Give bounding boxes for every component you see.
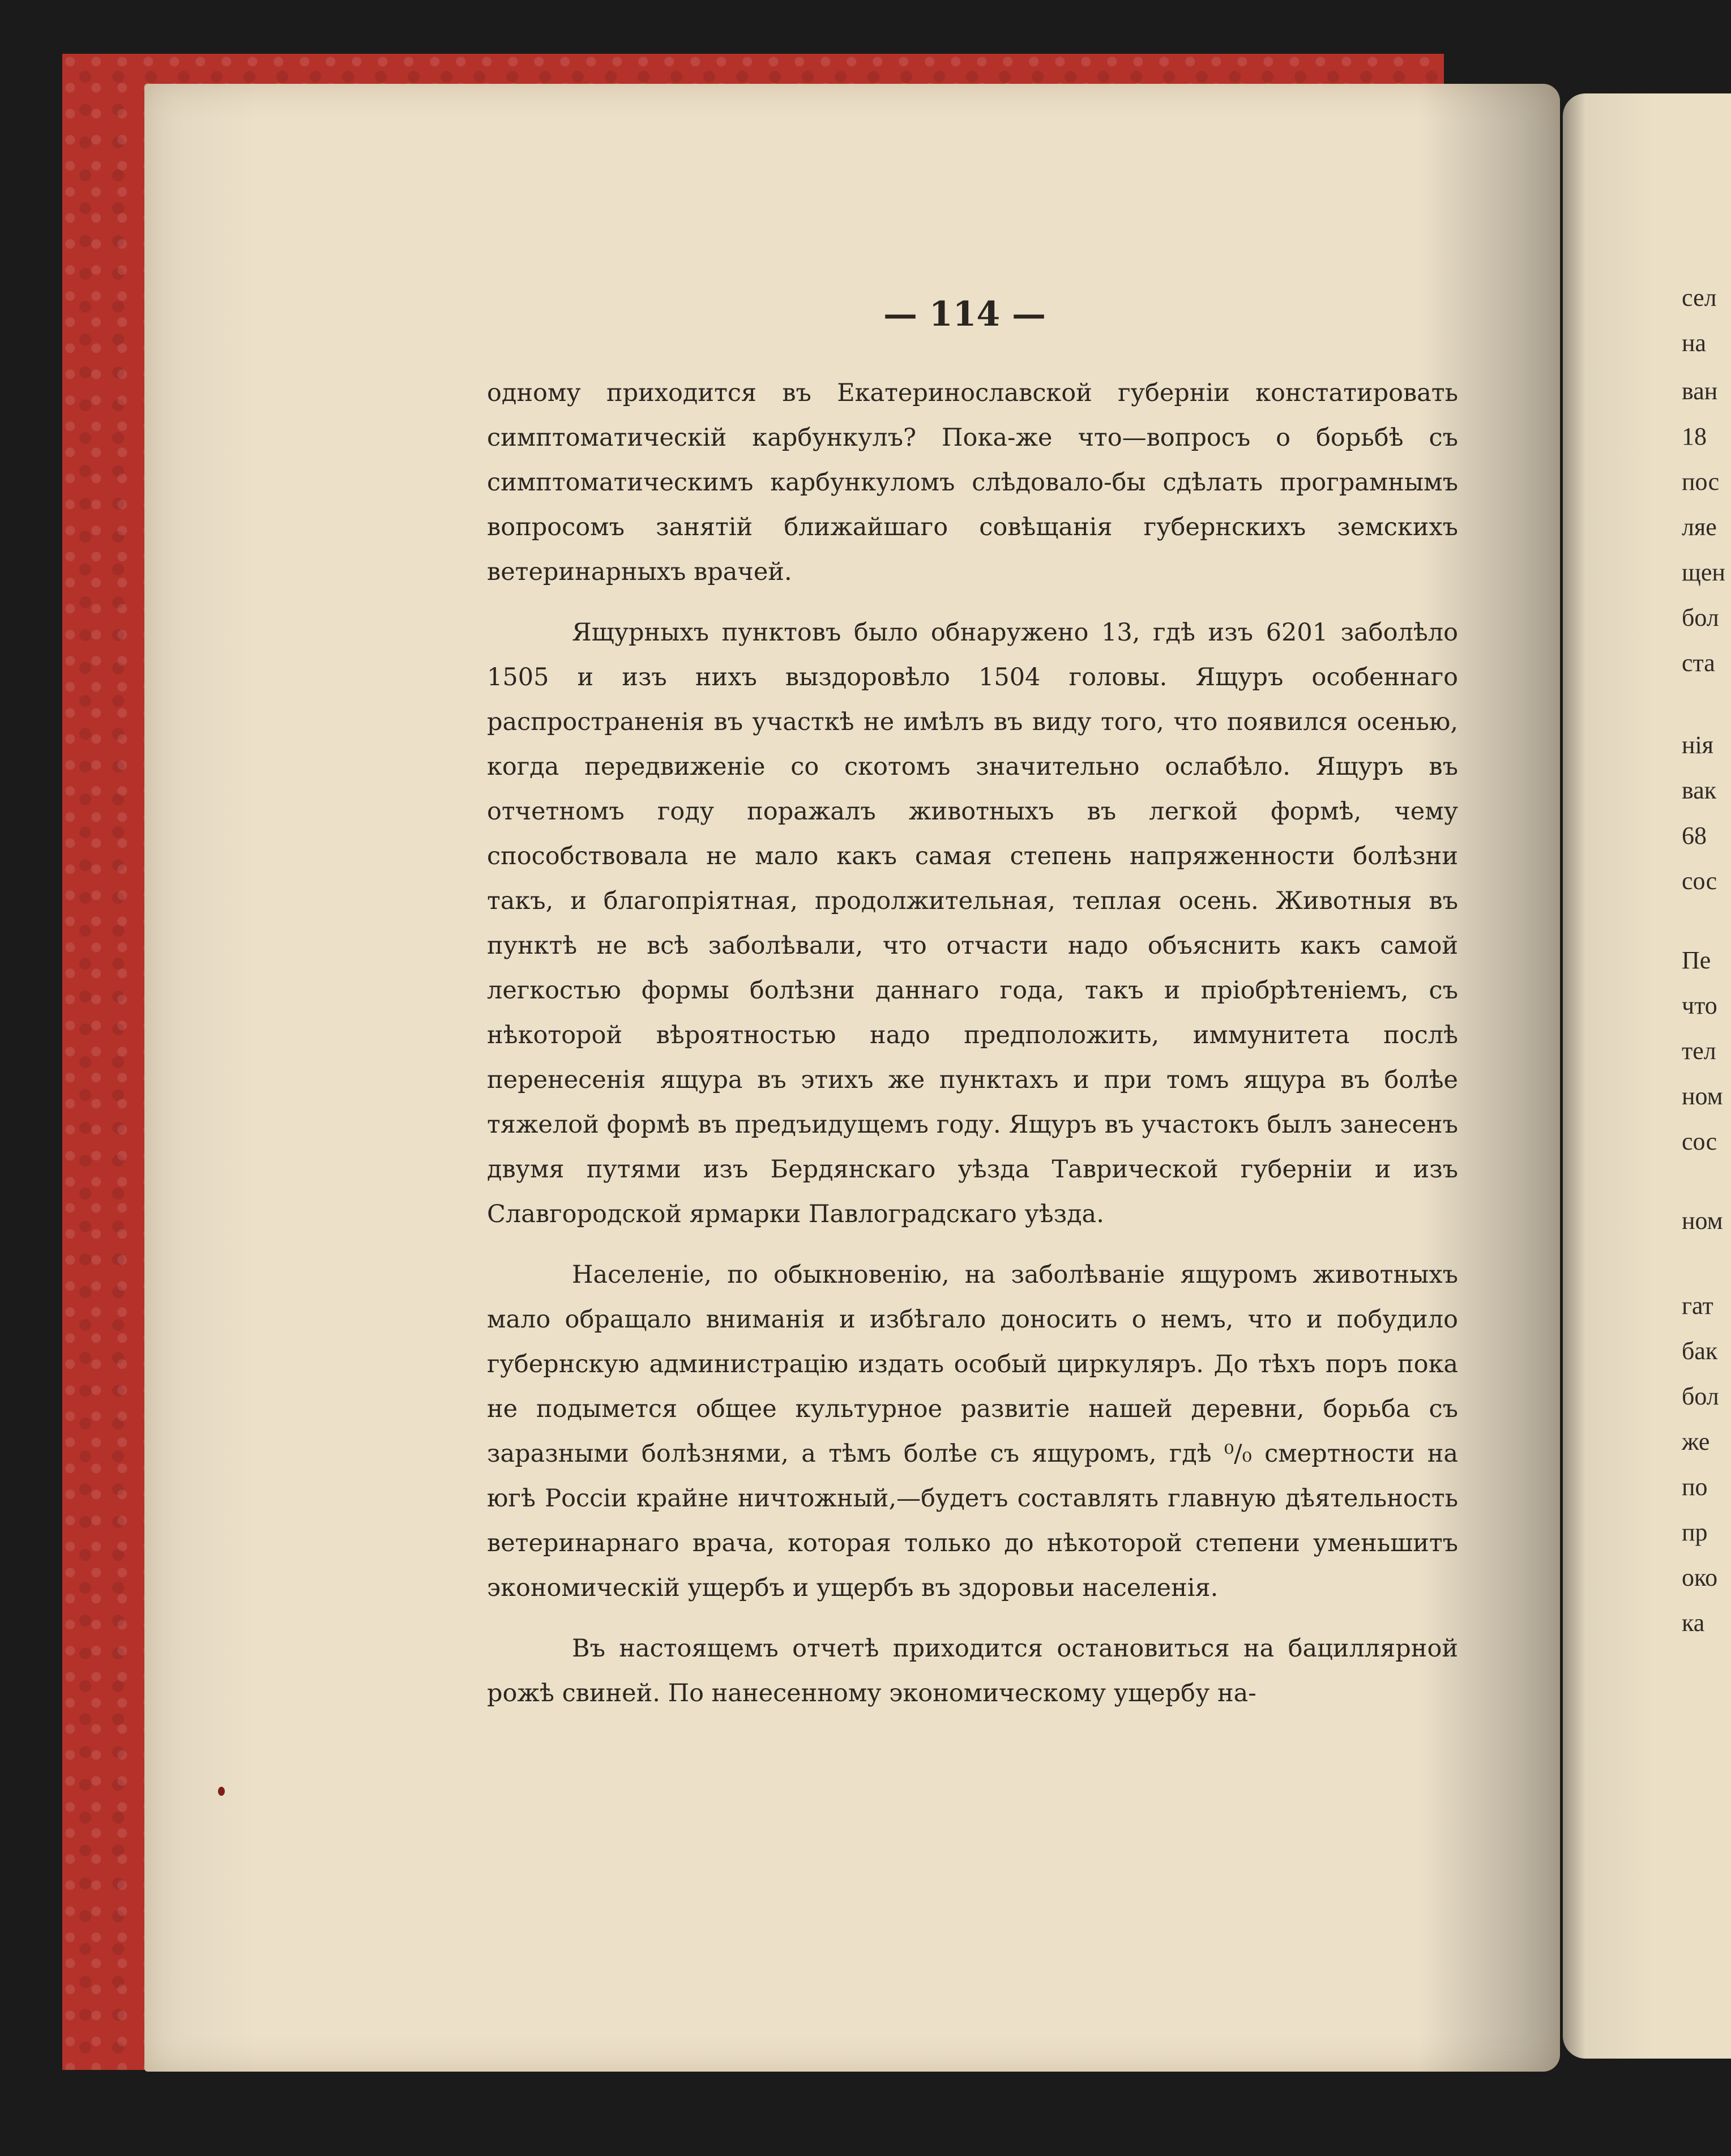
adjacent-page-line: пр: [1682, 1518, 1708, 1546]
adjacent-page-line: ка: [1682, 1609, 1705, 1637]
adjacent-page-line: щен: [1682, 558, 1725, 586]
adjacent-page-line: пос: [1682, 468, 1720, 496]
adjacent-page-line: ном: [1682, 1082, 1723, 1110]
adjacent-page-line: бак: [1682, 1337, 1718, 1365]
paragraph-2: Ящурныхъ пунктовъ было обнаружено 13, гдѣ изъ 6201 заболѣло 1505 и изъ нихъ выздоровѣло 1504 головы. Ящуръ особеннаго распространенія въ участкѣ не имѣлъ въ виду того, что появился осенью, когда передвиженіе со скотомъ значительно ослабѣло. Ящуръ въ отчетномъ году поражалъ животныхъ въ легкой формѣ, чему способствовала не мало какъ самая степень напряженности болѣзни такъ, и благопріятная, продолжительная, теплая осень. Животныя въ пунктѣ не всѣ заболѣвали, что отчасти надо объяснить какъ самой легкостью формы болѣзни даннаго года, такъ и пріобрѣтеніемъ, съ нѣкоторой вѣроятностью надо предположить, иммунитета послѣ перенесенія ящура въ этихъ же пунктахъ и при томъ ящура въ болѣе тяжелой формѣ въ предъидущемъ году. Ящуръ въ участокъ былъ занесенъ двумя путями изъ Бердянскаго уѣзда Таврической губерніи и изъ Славгородской ярмарки Павлоградскаго уѣзда.: [487, 618, 1458, 1228]
adjacent-page-line: 68: [1682, 822, 1707, 849]
adjacent-page-line: ляе: [1682, 513, 1717, 541]
paragraph-1: одному приходится въ Екатеринославской губерніи констатировать симптоматическій карбункулъ? Пока-же что—вопросъ о борьбѣ съ симптоматическимъ карбункуломъ слѣдовало-бы сдѣлать програмнымъ вопросомъ занятій ближайшаго совѣщанія губернскихъ земскихъ ветеринарныхъ врачей.: [487, 379, 1458, 586]
adjacent-page-line: на: [1682, 329, 1707, 357]
adjacent-page-line: сел: [1682, 284, 1717, 311]
adjacent-page-line: сос: [1682, 1128, 1717, 1155]
adjacent-page-line: бол: [1682, 604, 1719, 631]
adjacent-page-line: нія: [1682, 731, 1714, 759]
page-body-text: [487, 371, 1458, 1716]
adjacent-page-line: же: [1682, 1428, 1710, 1455]
page-number: — 114 —: [883, 294, 1046, 334]
adjacent-page-line: что: [1682, 992, 1717, 1019]
paragraph-3: Населеніе, по обыкновенію, на заболѣваніе ящуромъ животныхъ мало обращало вниманія и избѣгало доносить о немъ, что и побудило губернскую администрацію издать особый циркуляръ. До тѣхъ поръ пока не подымется общее культурное развитіе нашей деревни, борьба съ заразными болѣзнями, а тѣмъ болѣе съ ящуромъ, гдѣ ⁰/₀ смертности на югѣ Россіи крайне ничтожный,—будетъ составлять главную дѣятельность ветеринарнаго врача, которая только до нѣкоторой степени уменьшитъ экономическій ущербъ и ущербъ въ здоровьи населенія.: [487, 1261, 1458, 1602]
adjacent-page-line: 18: [1682, 422, 1707, 450]
adjacent-page-line: ста: [1682, 649, 1715, 677]
adjacent-page-edge: [1563, 93, 1731, 2059]
adjacent-page-line: око: [1682, 1564, 1718, 1591]
adjacent-page-line: ном: [1682, 1207, 1723, 1235]
adjacent-page-line: гат: [1682, 1292, 1713, 1320]
adjacent-page-line: ван: [1682, 377, 1718, 405]
adjacent-page-line: сос: [1682, 867, 1717, 895]
adjacent-page-line: тел: [1682, 1037, 1716, 1065]
ink-spot: [218, 1787, 225, 1796]
adjacent-page-line: вак: [1682, 776, 1717, 804]
adjacent-page-line: бол: [1682, 1382, 1719, 1410]
adjacent-page-line: Пе: [1682, 946, 1711, 974]
paragraph-4: Въ настоящемъ отчетѣ приходится остановиться на бациллярной рожѣ свиней. По нанесенному экономическому ущербу на-: [487, 1634, 1458, 1707]
adjacent-page-line: по: [1682, 1473, 1708, 1501]
